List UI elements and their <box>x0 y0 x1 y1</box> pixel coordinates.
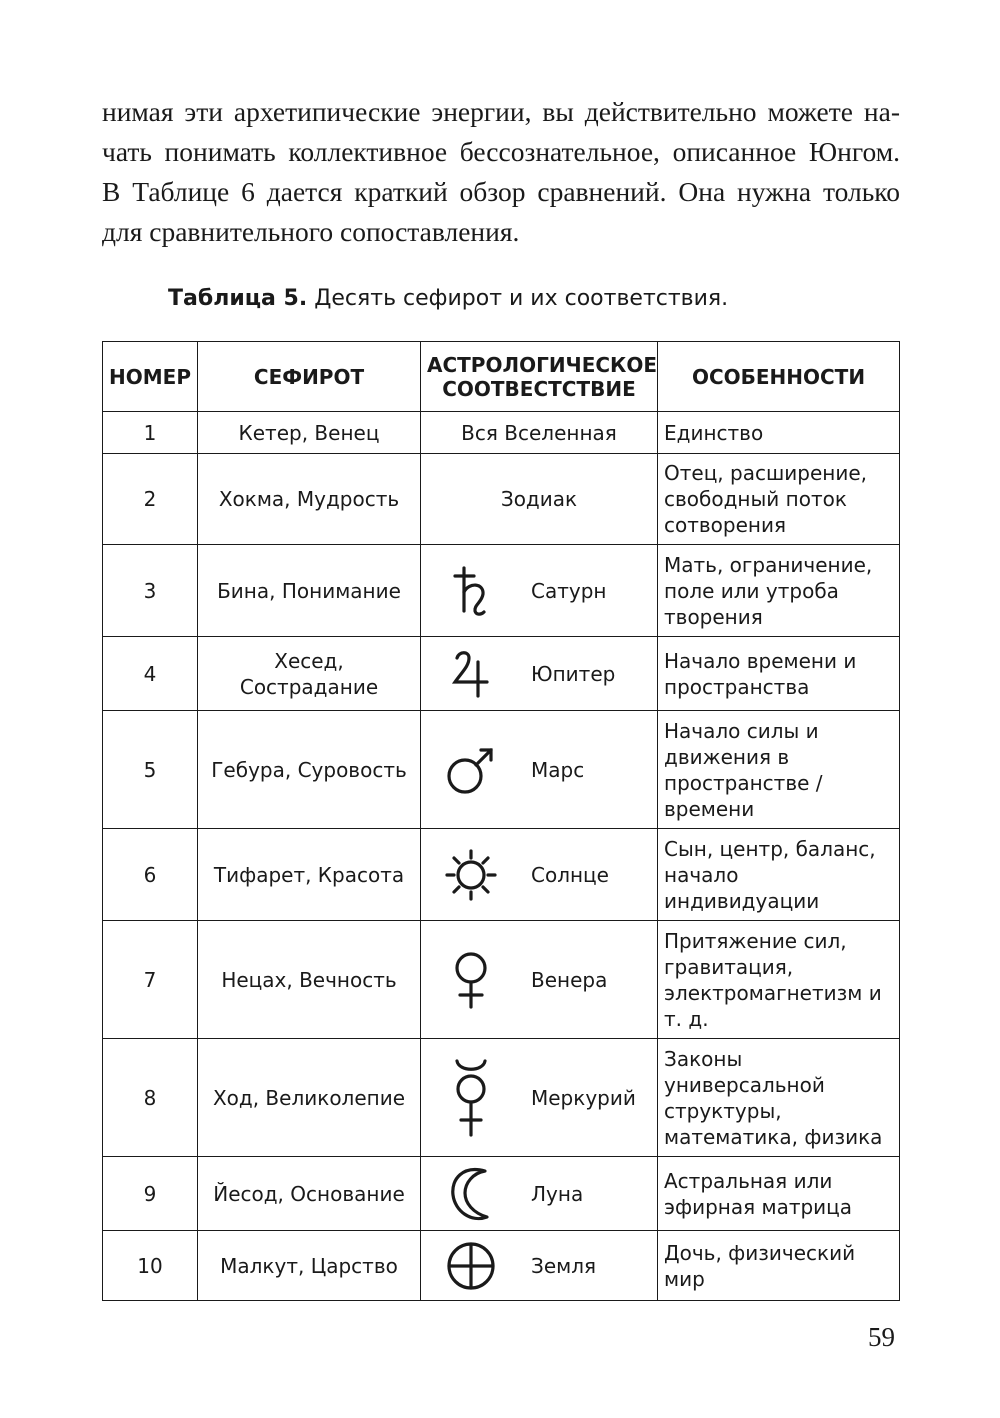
row-astro <box>421 1157 658 1231</box>
row-features: Отец, расширение, свободный поток сотворения <box>658 454 900 545</box>
row-number: 8 <box>103 1039 198 1157</box>
row-features: Законы универсальной структуры, математика, физика <box>658 1039 900 1157</box>
row-sefirot: Хокма, Мудрость <box>198 454 421 545</box>
header-number: НОМЕР <box>103 342 198 412</box>
jupiter-icon <box>427 648 515 700</box>
table-row <box>103 829 900 921</box>
row-sefirot: Ход, Великолепие <box>198 1039 421 1157</box>
table-row <box>103 412 900 454</box>
row-sefirot: Йесод, Основание <box>198 1157 421 1231</box>
table-row <box>103 921 900 1039</box>
astro-name: Земля <box>531 1253 597 1278</box>
header-features: ОСОБЕННОСТИ <box>658 342 900 412</box>
table-header-row <box>103 342 900 412</box>
row-number: 5 <box>103 711 198 829</box>
table-row <box>103 711 900 829</box>
row-astro <box>421 545 658 637</box>
row-sefirot: Бина, Понимание <box>198 545 421 637</box>
table-row <box>103 1157 900 1231</box>
row-number: 10 <box>103 1231 198 1301</box>
mars-icon <box>427 744 515 796</box>
row-features: Начало времени и пространства <box>658 637 900 711</box>
table-row <box>103 454 900 545</box>
row-number: 1 <box>103 412 198 454</box>
row-astro <box>421 1039 658 1157</box>
row-astro <box>421 1231 658 1301</box>
body-paragraph <box>102 92 900 252</box>
table-row <box>103 545 900 637</box>
row-features: Сын, центр, баланс, начало индивидуации <box>658 829 900 921</box>
row-sefirot: Тифарет, Красота <box>198 829 421 921</box>
row-astro <box>421 829 658 921</box>
moon-icon <box>427 1165 515 1223</box>
astro-name: Юпитер <box>531 661 616 686</box>
row-number: 3 <box>103 545 198 637</box>
table-caption-label: Таблица 5. <box>168 286 308 311</box>
header-astro-line: АСТРОЛОГИЧЕСКОЕ <box>427 352 658 377</box>
paragraph-line: для сравнительного сопоставления. <box>102 216 520 247</box>
row-sefirot: Хесед, Сострадание <box>198 637 421 711</box>
row-astro: Зодиак <box>421 454 658 545</box>
header-astro <box>421 342 658 412</box>
table-row <box>103 637 900 711</box>
row-astro <box>421 921 658 1039</box>
row-number: 4 <box>103 637 198 711</box>
paragraph-line: нимая эти архетипические энергии, вы действительно можете на- <box>102 96 900 127</box>
row-astro: Вся Вселенная <box>421 412 658 454</box>
row-features: Притяжение сил, гравитация, электромагнетизм и т. д. <box>658 921 900 1039</box>
table-caption-text: Десять сефирот и их соответствия. <box>307 286 729 311</box>
page-number: 59 <box>868 1322 895 1352</box>
header-astro-line: СООТВЕСТСТВИЕ <box>442 376 636 401</box>
table-row <box>103 1231 900 1301</box>
row-number: 9 <box>103 1157 198 1231</box>
earth-icon <box>427 1240 515 1292</box>
row-sefirot: Малкут, Царство <box>198 1231 421 1301</box>
astro-name: Солнце <box>531 862 609 887</box>
paragraph-line: В Таблице 6 дается краткий обзор сравнений. Она нужна только <box>102 176 900 207</box>
astro-name: Меркурий <box>531 1085 636 1110</box>
mercury-icon <box>427 1058 515 1138</box>
row-sefirot: Нецах, Вечность <box>198 921 421 1039</box>
table-row <box>103 1039 900 1157</box>
table-caption <box>168 286 728 311</box>
row-astro <box>421 711 658 829</box>
row-features: Единство <box>658 412 900 454</box>
astro-name: Венера <box>531 967 608 992</box>
astro-name: Сатурн <box>531 578 607 603</box>
sefirot-table <box>102 341 900 1301</box>
venus-icon <box>427 951 515 1009</box>
header-sefirot: СЕФИРОТ <box>198 342 421 412</box>
astro-name: Луна <box>531 1181 584 1206</box>
row-number: 6 <box>103 829 198 921</box>
row-number: 2 <box>103 454 198 545</box>
astro-name: Марс <box>531 757 585 782</box>
row-astro <box>421 637 658 711</box>
row-sefirot: Гебура, Суровость <box>198 711 421 829</box>
row-features: Астральная или эфирная матрица <box>658 1157 900 1231</box>
row-sefirot: Кетер, Венец <box>198 412 421 454</box>
row-features: Дочь, физический мир <box>658 1231 900 1301</box>
row-features: Начало силы и движения в пространстве / времени <box>658 711 900 829</box>
paragraph-line: чать понимать коллективное бессознательное, описанное Юнгом. <box>102 136 900 167</box>
row-number: 7 <box>103 921 198 1039</box>
row-features: Мать, ограничение, поле или утроба творения <box>658 545 900 637</box>
sun-icon <box>427 849 515 901</box>
saturn-icon <box>427 565 515 617</box>
